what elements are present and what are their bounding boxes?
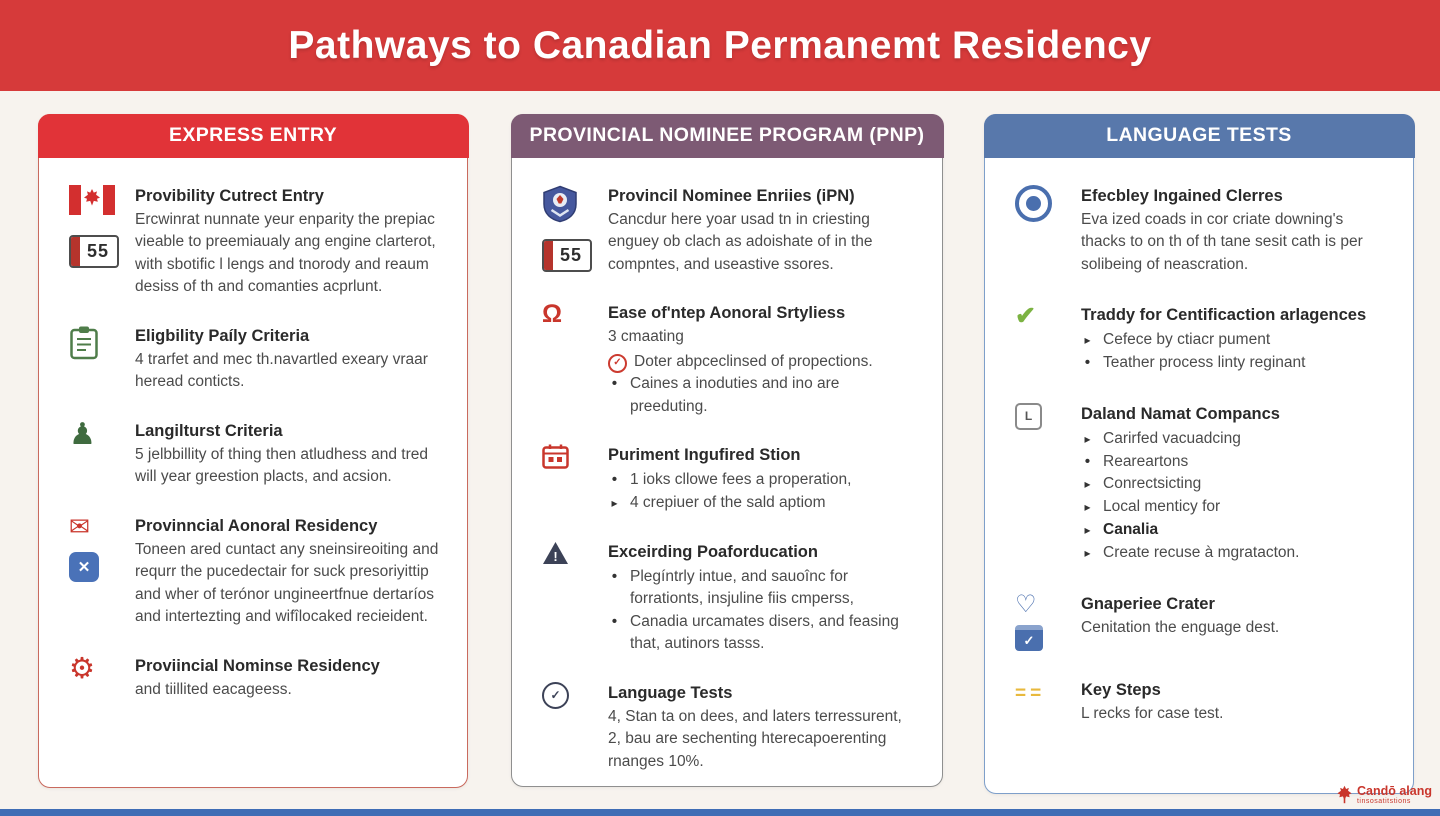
warning-triangle-icon: [542, 541, 569, 565]
x-square-icon: ✕: [69, 552, 99, 582]
card-header-pnp: PROVINCIAL NOMINEE PROGRAM (PNP): [511, 114, 944, 158]
bullet-item: • Teather process linty reginant: [1081, 352, 1389, 375]
card-body-language-tests: [985, 158, 1413, 726]
section-title: Gnaperiee Crater: [1081, 595, 1215, 613]
triangle-bullet-icon: ▸: [1084, 333, 1091, 347]
section-title: Traddy for Centificaction arlagences: [1081, 306, 1367, 324]
section-body: 5 jelbbillity of thing then atludhess and tred will year greestion placts, and acsion.: [135, 445, 428, 485]
section-certification: [1015, 303, 1389, 375]
card-header-language-tests: LANGUAGE TESTS: [984, 114, 1415, 158]
section-title: Key Steps: [1081, 681, 1161, 699]
section-body: Eva ized coads in cor criate downing's thacks to on th of th tane sesit cath is per solibeing of neascration.: [1081, 210, 1363, 273]
watermark-line2: tinsosatitstions: [1356, 798, 1411, 805]
dot-bullet-icon: •: [611, 567, 618, 585]
title-banner: [0, 0, 1440, 91]
equals-icon: ==: [1015, 683, 1046, 704]
triangle-bullet-icon: ▸: [1084, 546, 1091, 560]
watermark-line1: Candō alang: [1356, 783, 1432, 798]
bullet-item: ▸ Canalia: [1081, 519, 1389, 542]
section-title: Efecbley Ingained Clerres: [1081, 186, 1283, 205]
bullet-item: • Reareartons: [1081, 451, 1389, 474]
section-title: Proviincial Nominse Residency: [135, 656, 380, 675]
section-title: Daland Namat Compancs: [1081, 404, 1280, 423]
canada-flag-icon: [69, 185, 115, 215]
heart-icon: ♡: [1015, 591, 1037, 618]
section-nominee-residency: [69, 654, 443, 702]
section-body: Ercwinrat nunnate yeur enparity the prepiac vieable to preemiaualy ang engine clarterot, with sbotific l lengs and tnorody and reaum desiss of th and comanties acprlunt.: [135, 210, 436, 295]
section-title: Ease of'ntep Aonoral Srtyliess: [608, 304, 846, 322]
section-title: Provinncial Aonoral Residency: [135, 516, 378, 535]
section-gnaperiee-crater: [1015, 592, 1389, 651]
triangle-bullet-icon: ▸: [1084, 477, 1091, 491]
card-language-tests: [984, 114, 1414, 794]
bullet-item: ▸ 4 crepiuer of the sald aptiom: [608, 492, 918, 515]
bullet-item: ▸ Cefece by ctiacr pument: [1081, 329, 1389, 352]
page-title: Pathways to Canadian Permanemt Residency: [288, 23, 1152, 67]
section-body: L recks for case test.: [1081, 705, 1224, 722]
bullet-item: ▸ Local menticy for: [1081, 496, 1389, 519]
section-title: Provibility Cutrect Entry: [135, 186, 324, 205]
pnp-score-badge-icon: [542, 239, 592, 272]
card-pnp: [511, 114, 943, 787]
section-title: Provincil Nominee Enriies (iPN): [608, 186, 855, 205]
svg-text:!: !: [553, 548, 558, 564]
section-ingained-clerres: [1015, 184, 1389, 277]
section-language-tests: [542, 681, 918, 774]
section-namat-compancs: [1015, 402, 1389, 566]
bullet-item: • Canadia urcamates disers, and feasing that, autinors tasss.: [608, 611, 918, 656]
section-body: Cancdur here yoar usad tn in criesting enguey ob clach as adoishate of in the compntes, and useastive ssores.: [608, 210, 873, 273]
section-body: and tiillited eacageess.: [135, 680, 292, 698]
section-payment-station: [542, 443, 918, 515]
section-entry-overview: [69, 184, 443, 299]
bullet-item: ▸ Conrectsicting: [1081, 473, 1389, 496]
chess-pawn-icon: ♟: [69, 417, 96, 451]
dot-bullet-icon: •: [1084, 354, 1091, 371]
bullet-item: • Plegíntrly intue, and sauoînc for forrationts, insjuline fiis cmperss,: [608, 566, 918, 611]
clipboard-icon: [69, 325, 99, 361]
l-box-icon: L: [1015, 403, 1042, 430]
section-language-criteria: [69, 419, 443, 489]
bullet-item: ▸ Create recuse à mgratacton.: [1081, 542, 1389, 565]
dot-bullet-icon: •: [611, 612, 618, 630]
section-subline: 3 cmaating: [608, 328, 684, 345]
bullet-item: • Caines a inoduties and ino are preeduting.: [608, 373, 918, 418]
section-title: Langilturst Criteria: [135, 421, 283, 440]
shield-icon: [542, 185, 578, 223]
triangle-bullet-icon: ▸: [611, 495, 618, 510]
dot-bullet-icon: •: [611, 471, 618, 488]
clipboard-check-icon: ✓: [1015, 625, 1043, 651]
triangle-bullet-icon: ▸: [1084, 500, 1091, 514]
card-body-pnp: [512, 158, 942, 774]
target-icon: [1015, 185, 1052, 222]
green-check-icon: ✔: [1015, 302, 1036, 330]
circle-check-icon: ✓: [542, 682, 569, 709]
bullet-item: ▸ Carirfed vacuadcing: [1081, 428, 1389, 451]
bullet-item: • 1 ioks cllowe fees a properation,: [608, 469, 918, 492]
crs-score-badge-icon: [69, 235, 119, 268]
check-circle-icon: ✓: [608, 354, 627, 373]
section-body: Toneen ared cuntact any sneinsireoiting and requrr the pucedectair for suck presoriyittip and wher of terónor ungineertfnue dertaríos and intertezting and wifîlocaked recieident.: [135, 540, 439, 625]
section-pnp-overview: [542, 184, 918, 277]
section-title: Exceirding Poaforducation: [608, 542, 818, 561]
dot-bullet-icon: •: [611, 375, 618, 392]
gear-maple-icon: ⚙: [69, 652, 95, 685]
section-exceeding-education: [542, 540, 918, 656]
section-body: 4, Stan ta on dees, and laters terressurent, 2, bau are sechenting hterecapoerenting rnanges 10%.: [608, 707, 902, 770]
section-title: Eligbility Paíly Criteria: [135, 326, 310, 345]
crs-score-value: 55: [86, 240, 110, 261]
section-body: Cenitation the enguage dest.: [1081, 619, 1280, 636]
bullet-item: ✓ Doter abpceclinsed of propections.: [608, 351, 918, 374]
brand-watermark: [1335, 785, 1432, 806]
section-title: Puriment Ingufired Stion: [608, 446, 801, 464]
triangle-bullet-icon: ▸: [1084, 431, 1091, 446]
section-key-steps: [1015, 678, 1389, 726]
section-title: Language Tests: [608, 683, 733, 702]
section-provincial-residency: [69, 514, 443, 629]
calendar-icon: [542, 444, 569, 469]
dot-bullet-icon: •: [1084, 452, 1091, 470]
maple-leaf-icon: [1335, 785, 1354, 804]
card-express-entry: [38, 114, 468, 788]
card-header-express-entry: EXPRESS ENTRY: [38, 114, 469, 158]
section-ease-of-entry: [542, 301, 918, 418]
pnp-score-value: 55: [559, 244, 583, 265]
triangle-bullet-icon: ▸: [1084, 523, 1091, 537]
bottom-accent-bar: [0, 809, 1440, 816]
padlock-outline-icon: Ω: [542, 300, 563, 328]
envelope-icon: ✉: [69, 512, 90, 541]
section-body: 4 trarfet and mec th.navartled exeary vraar heread conticts.: [135, 350, 428, 390]
card-body-express-entry: [39, 158, 467, 702]
section-eligibility: [69, 324, 443, 394]
